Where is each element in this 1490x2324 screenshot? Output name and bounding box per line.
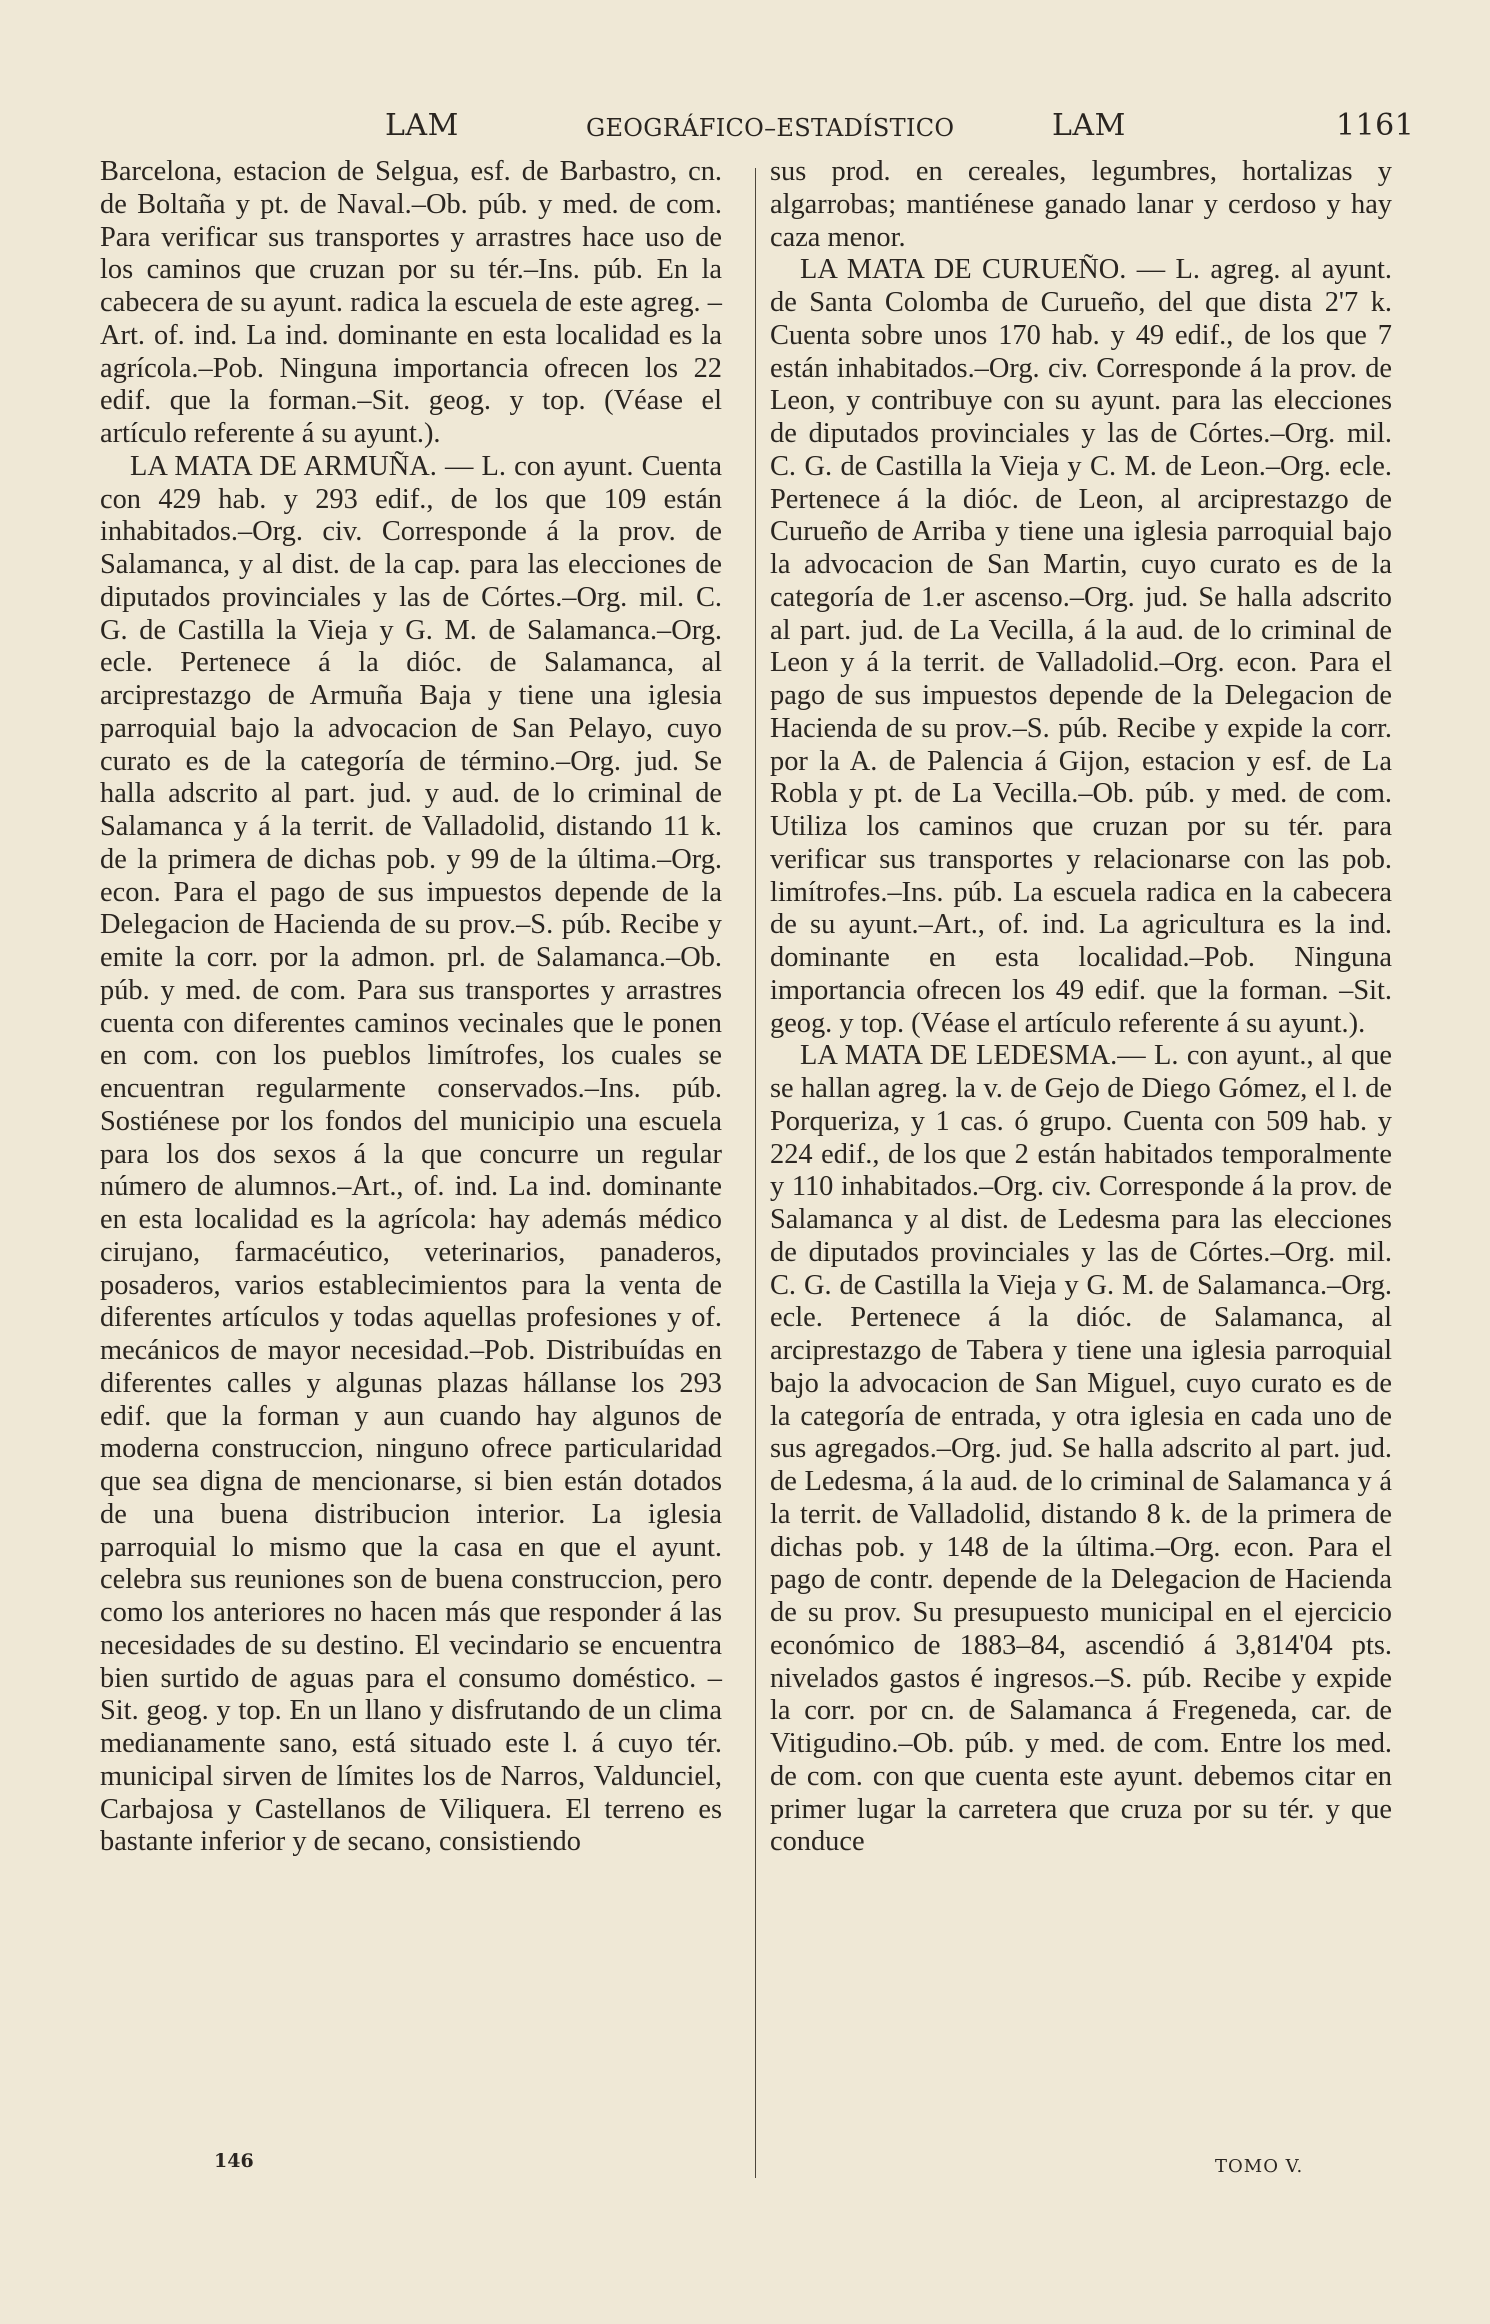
- entry-la-mata-de-armuna: LA MATA DE ARMUÑA. — L. con ayunt. Cuenta con 429 hab. y 293 edif., de los que 109 están inhabitados.–Org. civ. Corresponde á la prov. de Salamanca, y al dist. de la cap. para las elecciones de diputados provinciales y las de Córtes.–Org. mil. C. G. de Castilla la Vieja y G. M. de Salamanca.–Org. ecle. Pertenece á la dióc. de Salamanca, al arciprestazgo de Armuña Baja y tiene una iglesia parroquial bajo la advocacion de San Pelayo, cuyo curato es de la categoría de término.–Org. jud. Se halla adscrito al part. jud. y aud. de lo criminal de Salamanca y á la territ. de Valladolid, distando 11 k. de la primera de dichas pob. y 99 de la última.–Org. econ. Para el pago de sus impuestos depende de la Delegacion de Hacienda de su prov.–S. púb. Recibe y emite la corr. por la admon. prl. de Salamanca.–Ob. púb. y med. de com. Para sus transportes y arrastres cuenta con diferentes caminos vecinales que le ponen en com. con los pueblos limítrofes, los cuales se encuentran regularmente conservados.–Ins. púb. Sostiénese por los fondos del municipio una escuela para los dos sexos á la que concurre un regular número de alumnos.–Art., of. ind. La ind. dominante en esta localidad es la agrícola: hay además médico cirujano, farmacéutico, veterinarios, panaderos, posaderos, varios establecimientos para la venta de diferentes artículos y todas aquellas profesiones y of. mecánicos de mayor necesidad.–Pob. Distribuídas en diferentes calles y algunas plazas hállanse los 293 edif. que la forman y aun cuando hay algunos de moderna construccion, ninguno ofrece particularidad que sea digna de mencionarse, si bien están dotados de una buena distribucion interior. La iglesia parroquial lo mismo que la casa en que el ayunt. celebra sus reuniones son de buena construccion, pero como los anteriores no hacen más que responder á las necesidades de su destino. El vecindario se encuentra bien surtido de aguas para el consumo doméstico. – Sit. geog. y top. En un llano y disfrutando de un clima medianamente sano, está situado este l. á cuyo tér. municipal sirven de límites los de Narros, Valdunciel, Carbajosa y Castellanos de Viliquera. El terreno es bastante inferior y de secano, consistiendo: [100, 450, 722, 1858]
- page-number: 1161: [1336, 108, 1415, 143]
- paragraph: Barcelona, estacion de Selgua, esf. de Barbastro, cn. de Boltaña y pt. de Naval.–Ob. púb. y med. de com. Para verificar sus transportes y arrastres hace uso de los caminos que cruzan por su tér.–Ins. púb. En la cabecera de su ayunt. radica la escuela de este agreg. –Art. of. ind. La ind. dominante en esta localidad es la agrícola.–Pob. Ninguna importancia ofrecen los 22 edif. que la forman.–Sit. geog. y top. (Véase el artículo referente á su ayunt.).: [100, 156, 722, 449]
- running-head-left: LAM: [385, 108, 459, 143]
- running-head-right: LAM: [1052, 108, 1126, 143]
- entry-la-mata-de-curueno: LA MATA DE CURUEÑO. — L. agreg. al ayunt. de Santa Colomba de Curueño, del que dista 2'7 k. Cuenta sobre unos 170 hab. y 49 edif., de los que 7 están inhabitados.–Org. civ. Corresponde á la prov. de Leon, y contribuye con su ayunt. para las elecciones de diputados provinciales y las de Córtes.–Org. mil. C. G. de Castilla la Vieja y C. M. de Leon.–Org. ecle. Pertenece á la dióc. de Leon, al arciprestazgo de Curueño de Arriba y tiene una iglesia parroquial bajo la advocacion de San Martin, cuyo curato es de la categoría de 1.er ascenso.–Org. jud. Se halla adscrito al part. jud. de La Vecilla, á la aud. de lo criminal de Leon y á la territ. de Valladolid.–Org. econ. Para el pago de sus impuestos depende de la Delegacion de Hacienda de su prov.–S. púb. Recibe y expide la corr. por la A. de Palencia á Gijon, estacion y esf. de La Robla y pt. de La Vecilla.–Ob. púb. y med. de com. Utiliza los caminos que cruzan por su tér. para verificar sus transportes y relacionarse con las pob. limítrofes.–Ins. púb. La escuela radica en la cabecera de su ayunt.–Art., of. ind. La agricultura es la ind. dominante en esta localidad.–Pob. Ninguna importancia ofrecen los 49 edif. que la forman. –Sit. geog. y top. (Véase el artículo referente á su ayunt.).: [770, 254, 1392, 1039]
- left-column: [100, 156, 722, 1859]
- entry-la-mata-de-ledesma: LA MATA DE LEDESMA.— L. con ayunt., al que se hallan agreg. la v. de Gejo de Diego Gómez, el l. de Porqueriza, y 1 cas. ó grupo. Cuenta con 509 hab. y 224 edif., de los que 2 están habitados temporalmente y 110 inhabitados.–Org. civ. Corresponde á la prov. de Salamanca y al dist. de Ledesma para las elecciones de diputados provinciales y las de Córtes.–Org. mil. C. G. de Castilla la Vieja y G. M. de Salamanca.–Org. ecle. Pertenece á la dióc. de Salamanca, al arciprestazgo de Tabera y tiene una iglesia parroquial bajo la advocacion de San Miguel, cuyo curato es de la categoría de entrada, y otra iglesia en cada uno de sus agregados.–Org. jud. Se halla adscrito al part. jud. de Ledesma, á la aud. de lo criminal de Salamanca y á la territ. de Valladolid, distando 8 k. de la primera de dichas pob. y 148 de la última.–Org. econ. Para el pago de contr. depende de la Delegacion de Hacienda de su prov. Su presupuesto municipal en el ejercicio económico de 1883–84, ascendió á 3,814'04 pts. nivelados gastos é ingresos.–S. púb. Recibe y expide la corr. por cn. de Salamanca á Fregeneda, car. de Vitigudino.–Ob. púb. y med. de com. Entre los med. de com. con que cuenta este ayunt. debemos citar en primer lugar la carretera que cruza por su tér. y que conduce: [770, 1040, 1392, 1858]
- printer-signature: 146: [214, 2150, 254, 2172]
- paragraph: sus prod. en cereales, legumbres, hortalizas y algarrobas; mantiénese ganado lanar y cerdoso y hay caza menor.: [770, 156, 1392, 253]
- volume-label: TOMO V.: [1215, 2156, 1304, 2177]
- right-column: [770, 156, 1392, 1859]
- running-head-center: GEOGRÁFICO–ESTADÍSTICO: [586, 114, 955, 142]
- column-divider: [755, 168, 756, 2178]
